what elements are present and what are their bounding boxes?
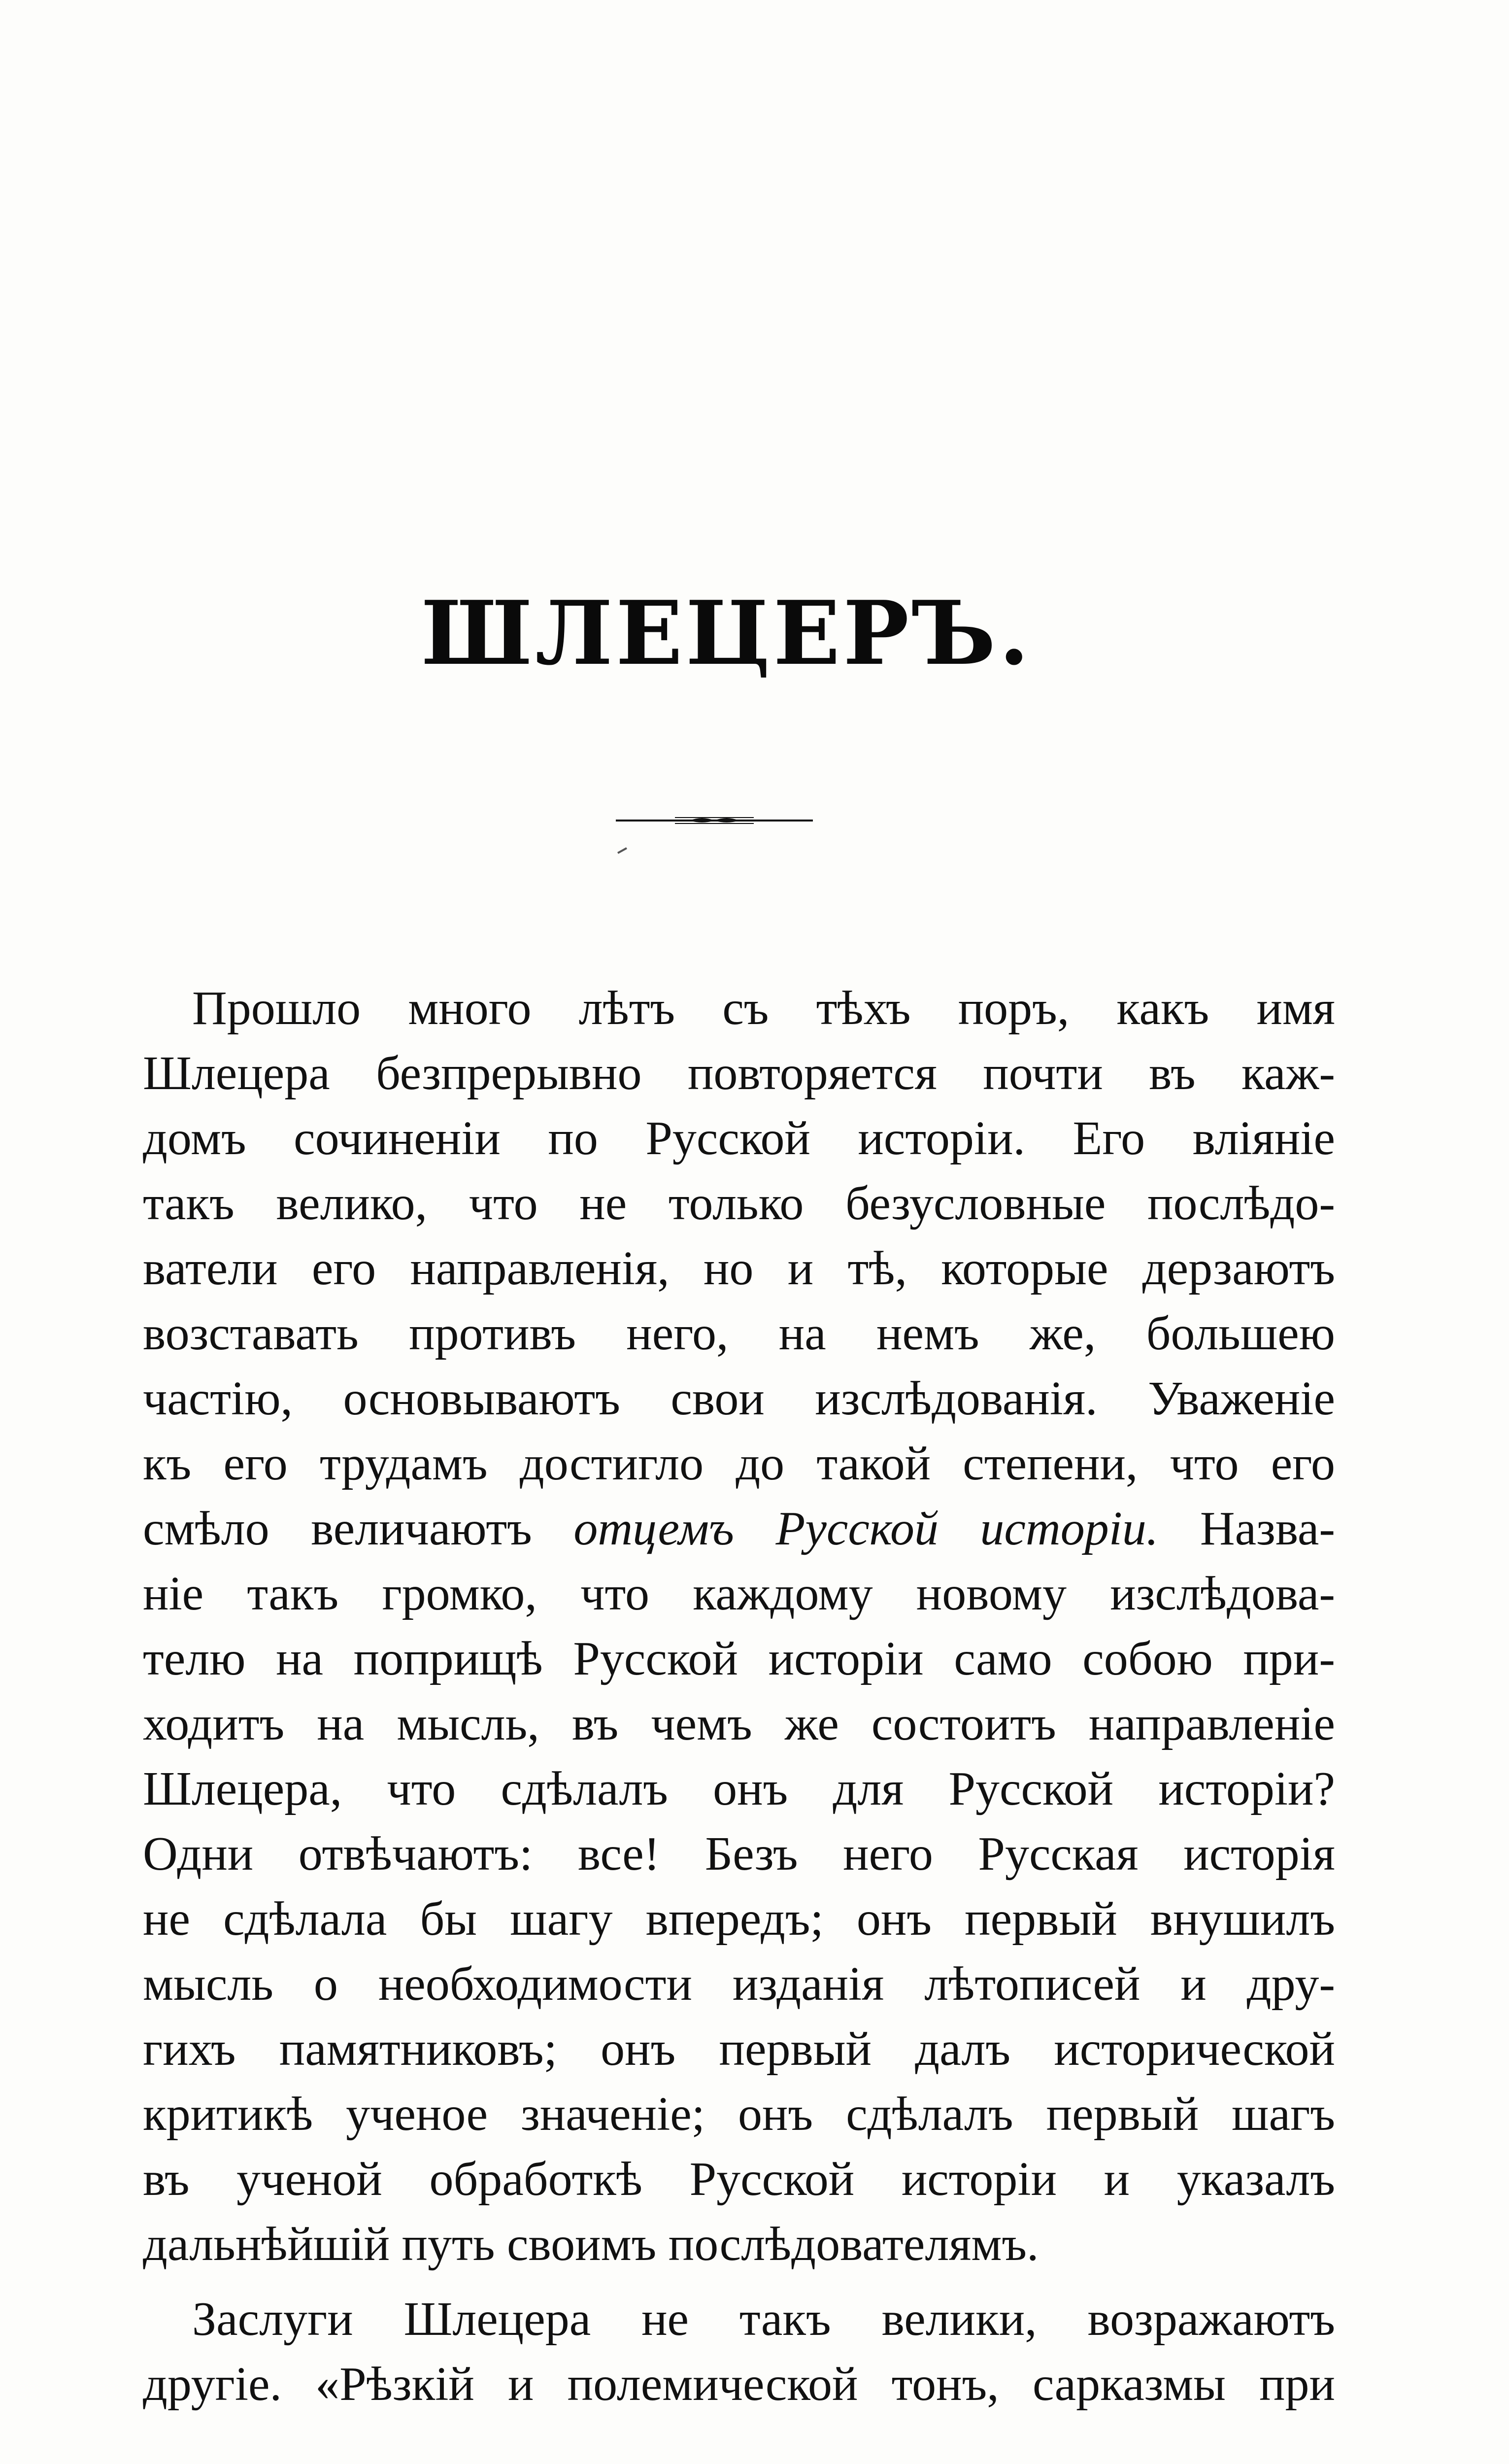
italic-phrase: отцемъ Русской исторіи. [573,1502,1159,1555]
text-fragment: Назва- [1158,1502,1336,1555]
text-line: мысль о необходимости изданія лѣтописей и дру- [143,1957,1335,2011]
text-line: Шлецера безпрерывно повторяется почти въ каж- [143,1047,1335,1100]
text-line: такъ велико, что не только безусловные послѣдо- [143,1177,1335,1230]
text-line: ніе такъ громко, что каждому новому изслѣдова- [143,1567,1335,1620]
text-line: къ его трудамъ достигло до такой степени, что его [143,1437,1335,1490]
text-line: гихъ памятниковъ; онъ первый далъ исторической [143,2022,1335,2076]
text-line: въ ученой обработкѣ Русской исторіи и указалъ [143,2153,1335,2206]
text-line: телю на поприщѣ Русской исторіи само собою при- [143,1632,1335,1685]
text-line: ватели его направленія, но и тѣ, которые дерзаютъ [143,1242,1335,1295]
ornamental-rule [616,811,813,830]
body-text [143,976,1335,2417]
text-line: дальнѣйшій путь своимъ послѣдователямъ. [143,2218,1039,2271]
text-fragment: смѣло величаютъ [143,1502,574,1555]
text-line: частію, основываютъ свои изслѣдованія. Уваженіе [143,1372,1335,1425]
text-line: Прошло много лѣтъ съ тѣхъ поръ, какъ имя [192,982,1335,1035]
text-line: критикѣ ученое значеніе; онъ сдѣлалъ первый шагъ [143,2088,1335,2141]
text-line: Заслуги Шлецера не такъ велики, возражаютъ [192,2293,1335,2346]
text-line: Одни отвѣчаютъ: все! Безъ него Русская исторія [143,1827,1335,1881]
text-line: не сдѣлала бы шагу впередъ; онъ первый внушилъ [143,1892,1335,1946]
text-line: ходитъ на мысль, въ чемъ же состоитъ направленіе [143,1697,1335,1750]
print-speck [616,845,631,855]
text-line: другіе. «Рѣзкій и полемической тонъ, сарказмы при [143,2358,1335,2411]
text-line: возставать противъ него, на немъ же, большею [143,1307,1335,1360]
page-title: ШЛЕЦЕРЪ. [421,582,1033,684]
text-line-with-italic [143,1496,1335,1561]
text-line: домъ сочиненіи по Русской исторіи. Его вліяніе [143,1112,1335,1165]
text-line: Шлецера, что сдѣлалъ онъ для Русской исторіи? [143,1762,1335,1815]
